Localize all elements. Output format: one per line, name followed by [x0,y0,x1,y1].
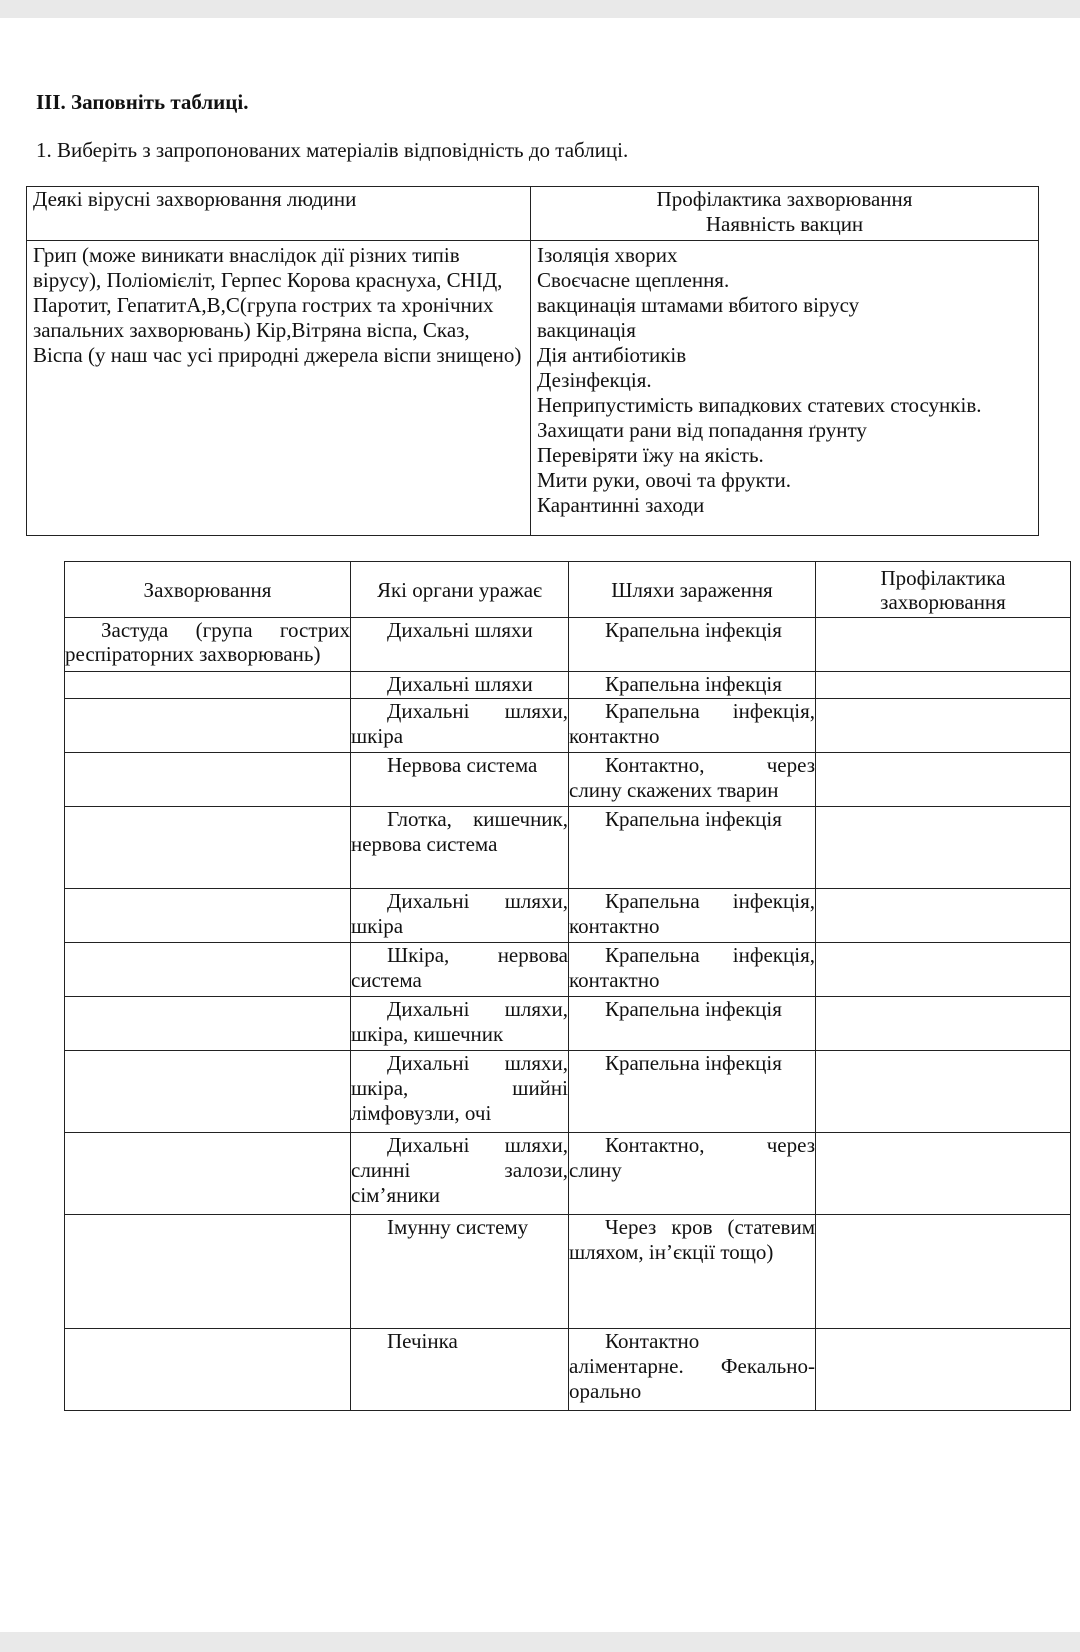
organs-cell: Дихальні шляхи, шкіра [351,699,569,753]
prevention-item: Перевіряти їжу на якість. [537,443,764,467]
organs-cell: Імунну систему [351,1215,569,1329]
table-row [65,889,1071,943]
prevention-cell[interactable] [816,753,1071,807]
col-header-disease: Захворювання [65,562,351,618]
transmission-cell: Контактно, через слину [569,1133,816,1215]
reference-table-header [27,187,1039,241]
prevention-cell[interactable] [816,807,1071,889]
organs-cell: Нервова система [351,753,569,807]
prevention-cell[interactable] [816,699,1071,753]
table-row [65,943,1071,997]
transmission-cell: Крапельна інфекція [569,997,816,1051]
header-prevention-title: Профілактика захворювання [656,187,913,211]
transmission-cell: Контактно, через слину скажених тварин [569,753,816,807]
disease-cell[interactable] [65,672,351,699]
organs-cell: Глотка, кишечник, нервова система [351,807,569,889]
transmission-cell: Крапельна інфекція [569,672,816,699]
transmission-cell: Крапельна інфекція [569,618,816,672]
fill-in-table [64,561,1071,1411]
disease-cell[interactable] [65,1329,351,1411]
header-viral-diseases: Деякі вірусні захворювання людини [27,187,531,241]
organs-cell: Дихальні шляхи, слинні залози, сім’яники [351,1133,569,1215]
transmission-cell: Крапельна інфекція, контактно [569,699,816,753]
header-vaccines-title: Наявність вакцин [705,212,864,236]
disease-cell[interactable] [65,807,351,889]
table-row [65,997,1071,1051]
header-prevention [531,187,1039,241]
reference-table-body [27,241,1039,536]
prevention-cell[interactable] [816,889,1071,943]
section-heading: ІІІ. Заповніть таблиці. [36,90,249,114]
prevention-item: вакцинація [537,318,636,342]
organs-cell: Шкіра, нервова система [351,943,569,997]
prevention-cell[interactable] [816,1133,1071,1215]
organs-cell: Печінка [351,1329,569,1411]
table-row [65,1133,1071,1215]
table-row [65,753,1071,807]
organs-cell: Дихальні шляхи, шкіра [351,889,569,943]
transmission-cell: Крапельна інфекція, контактно [569,943,816,997]
table-row [65,807,1071,889]
table-row [65,1215,1071,1329]
prevention-cell[interactable] [816,1215,1071,1329]
disease-cell[interactable]: Застуда (група гострих респіраторних захворювань) [65,618,351,672]
prevention-item: Карантинні заходи [537,493,705,517]
prevention-item: вакцинація штамами вбитого вірусу [537,293,860,317]
prevention-item: Неприпустимість випадкових статевих стосунків. Захищати рани від попадання ґрунту [537,393,982,442]
organs-cell: Дихальні шляхи [351,618,569,672]
transmission-cell: Контактно аліментарне. Фекально-орально [569,1329,816,1411]
table-row [65,1051,1071,1133]
prevention-item: Мити руки, овочі та фрукти. [537,468,792,492]
prevention-cell[interactable] [816,1329,1071,1411]
disease-cell[interactable] [65,1051,351,1133]
col-header-prevention: Профілактика захворювання [816,562,1071,618]
disease-cell[interactable] [65,1215,351,1329]
prevention-list [531,241,1039,536]
prevention-item: Дезінфекція. [537,368,652,392]
diseases-list: Грип (може виникати внаслідок дії різних типів вірусу), Поліомієліт, Герпес Корова краснуха, СНІД, Паротит, ГепатитА,В,С(група гострих та хронічних запальних захворювань) Кір,Вітряна віспа, Сказ, Віспа (у наш час усі природні джерела віспи знищено) [27,241,531,536]
disease-cell[interactable] [65,699,351,753]
table-row [65,672,1071,699]
disease-cell[interactable] [65,753,351,807]
prevention-cell[interactable] [816,1051,1071,1133]
prevention-item: Своєчасне щеплення. [537,268,730,292]
table-row [65,699,1071,753]
task-instruction: 1. Виберіть з запропонованих матеріалів відповідність до таблиці. [36,138,629,162]
col-header-organs: Які органи уражає [351,562,569,618]
organs-cell: Дихальні шляхи, шкіра, шийні лімфовузли, очі [351,1051,569,1133]
table-row [65,1329,1071,1411]
transmission-cell: Крапельна інфекція, контактно [569,889,816,943]
organs-cell: Дихальні шляхи [351,672,569,699]
disease-cell[interactable] [65,1133,351,1215]
prevention-cell[interactable] [816,672,1071,699]
table-row [65,618,1071,672]
prevention-item: Ізоляція хворих [537,243,678,267]
transmission-cell: Крапельна інфекція [569,1051,816,1133]
reference-table [26,186,1039,536]
fill-in-table-header [65,562,1071,618]
transmission-cell: Через кров (статевим шляхом, ін’єкції тощо) [569,1215,816,1329]
disease-cell[interactable] [65,943,351,997]
prevention-cell[interactable] [816,618,1071,672]
transmission-cell: Крапельна інфекція [569,807,816,889]
document-page [0,18,1080,1632]
organs-cell: Дихальні шляхи, шкіра, кишечник [351,997,569,1051]
disease-cell[interactable] [65,889,351,943]
prevention-cell[interactable] [816,997,1071,1051]
prevention-item: Дія антибіотиків [537,343,687,367]
disease-cell[interactable] [65,997,351,1051]
col-header-transmission: Шляхи зараження [569,562,816,618]
prevention-cell[interactable] [816,943,1071,997]
